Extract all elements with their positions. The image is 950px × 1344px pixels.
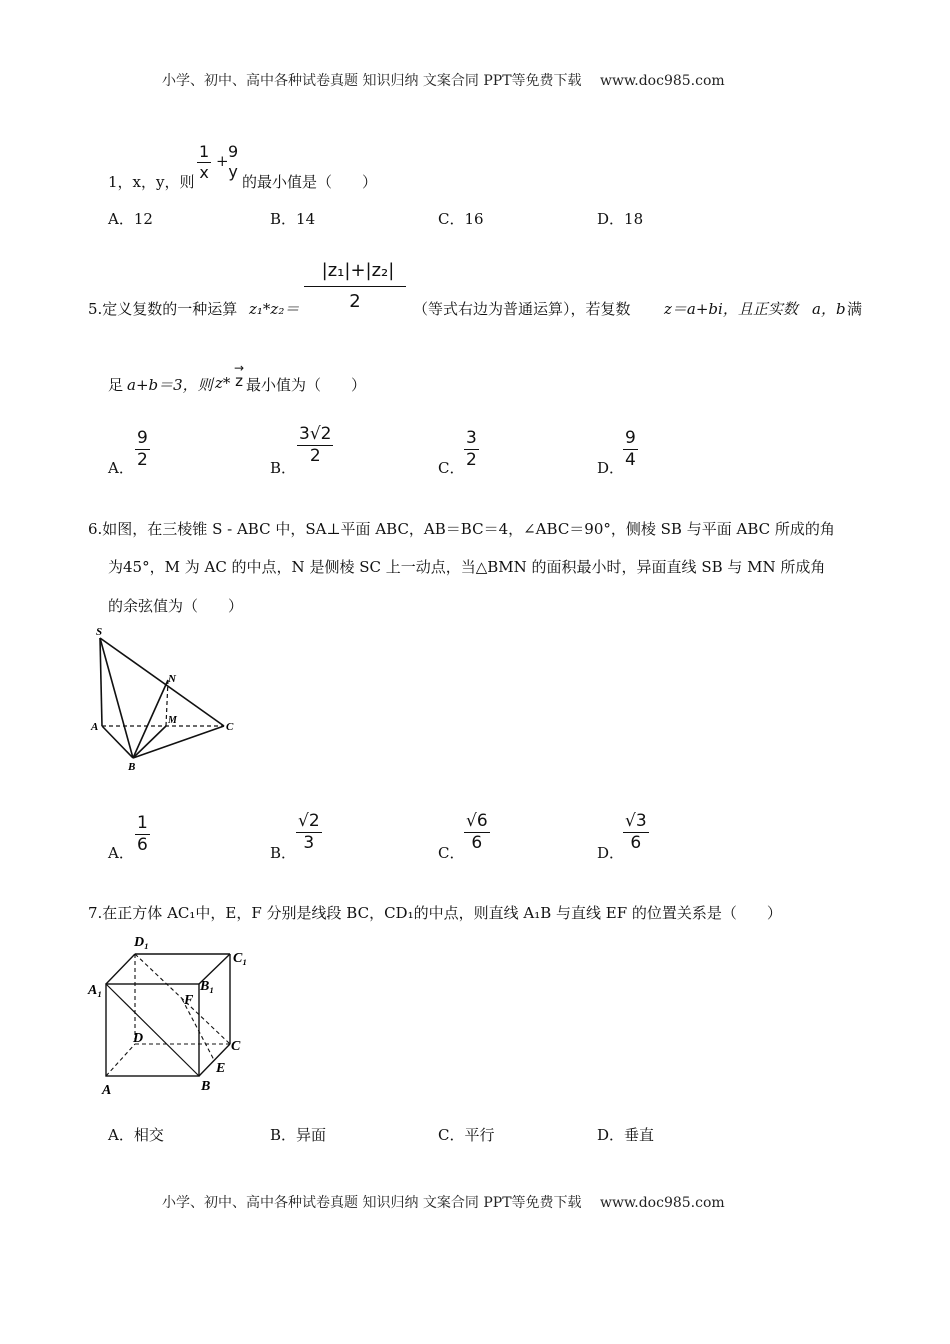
page-header: 小学、初中、高中各种试卷真题 知识归纳 文案合同 PPT等免费下载 www.doc985.com <box>162 73 725 89</box>
q5-option-b-den: 2 <box>309 446 321 466</box>
q7-option-c: C．平行 <box>438 1126 495 1144</box>
q5-frac-num: |z₁|+|z₂| <box>304 262 406 287</box>
q5-option-a-label: A． <box>108 459 134 477</box>
q7-cube-figure <box>86 930 256 1100</box>
q5-line2-e: 最小值为（ ） <box>246 376 367 394</box>
q6-option-c-label: C． <box>438 844 465 862</box>
q6-line1: 6.如图，在三棱锥 S - ABC 中，SA⊥平面 ABC，AB＝BC＝4，∠ABC＝90°，侧棱 SB 与平面 ABC 所成的角 <box>88 520 835 538</box>
q4-fraction-1 <box>197 144 211 181</box>
q4-suffix: 的最小值是（ ） <box>242 173 378 191</box>
q6-option-b-frac <box>296 813 322 852</box>
q4-option-d: D．18 <box>597 210 644 228</box>
q7-label-f: F <box>184 993 194 1008</box>
q6-pyramid-figure <box>88 622 248 772</box>
q5-line1-c: （等式右边为普通运算），若复数 <box>413 300 631 318</box>
q5-option-b-frac <box>297 426 333 465</box>
q5-conj-z <box>234 362 244 389</box>
q6-option-c-frac <box>464 813 490 852</box>
q7-label-b: B <box>201 1079 211 1094</box>
q6-option-b-label: B． <box>270 844 297 862</box>
q4-option-a: A．12 <box>108 210 153 228</box>
q4-fraction-2 <box>226 144 240 180</box>
q5-option-d-frac <box>623 430 638 469</box>
q5-line1-e: a，b <box>812 300 846 318</box>
q4-frac1-den: x <box>199 163 209 182</box>
q5-option-c-frac <box>464 430 479 469</box>
q7-line1: 7.在正方体 AC₁中，E，F 分别是线段 BC，CD₁的中点，则直线 A₁B 与直线 EF 的位置关系是（ ） <box>88 904 782 922</box>
q5-option-a-den: 2 <box>137 450 148 470</box>
q6-option-b-den: 3 <box>303 833 315 853</box>
conjugate-arrow-icon: → <box>234 361 245 375</box>
q4-frac2-den: y <box>228 162 238 181</box>
q4-frac2-num: 9 <box>228 142 239 161</box>
q6-label-a: A <box>91 721 99 733</box>
q6-option-a-den: 6 <box>137 835 148 855</box>
q6-option-c-den: 6 <box>471 833 483 853</box>
q6-option-d-label: D． <box>597 844 625 862</box>
q7-option-a: A．相交 <box>108 1126 164 1144</box>
q7-label-a: A <box>102 1083 112 1098</box>
q5-fraction <box>304 262 406 311</box>
q6-option-a-num: 1 <box>137 813 148 833</box>
q4-plus: + <box>216 152 229 170</box>
q5-option-c-den: 2 <box>466 450 477 470</box>
q5-option-c-label: C． <box>438 459 465 477</box>
q5-option-c-num: 3 <box>466 428 477 448</box>
q5-option-a-frac <box>135 430 150 469</box>
q5-option-a-num: 9 <box>137 428 148 448</box>
q6-label-m: M <box>168 715 177 726</box>
q6-option-c-num: √6 <box>466 811 488 831</box>
q5-line2-c: z* <box>215 374 231 392</box>
q5-option-b-num: 3√2 <box>299 424 332 444</box>
q4-option-b: B．14 <box>270 210 316 228</box>
q7-label-d1: D₁ <box>134 935 149 950</box>
q5-option-d-label: D． <box>597 459 625 477</box>
q6-option-a-frac <box>135 815 150 854</box>
q4-option-c: C．16 <box>438 210 484 228</box>
q6-label-n: N <box>168 673 176 685</box>
q6-option-a-label: A． <box>108 844 134 862</box>
q7-label-a1: A₁ <box>88 983 103 998</box>
q5-line1-d: z＝a+bi，且正实数 <box>664 300 798 318</box>
q7-label-e: E <box>216 1061 226 1076</box>
q5-option-d-den: 4 <box>625 450 636 470</box>
q7-option-b: B．异面 <box>270 1126 327 1144</box>
q6-option-b-num: √2 <box>298 811 320 831</box>
q6-option-d-den: 6 <box>630 833 642 853</box>
q6-label-b: B <box>128 761 136 772</box>
q6-option-d-num: √3 <box>625 811 647 831</box>
q6-line2: 为45°，M 为 AC 的中点，N 是侧棱 SC 上一动点，当△BMN 的面积最小时，异面直线 SB 与 MN 所成角 <box>108 558 826 576</box>
q5-line2-b: a+b＝3，则 <box>127 376 213 394</box>
q4-frac1-num: 1 <box>199 142 210 161</box>
q7-label-b1: B₁ <box>200 979 215 994</box>
q5-line2-a: 足 <box>108 376 124 394</box>
q5-option-d-num: 9 <box>625 428 636 448</box>
q5-conj-z-letter: z <box>235 372 243 390</box>
q5-option-b-label: B． <box>270 459 297 477</box>
q7-option-d: D．垂直 <box>597 1126 655 1144</box>
q7-label-c1: C₁ <box>233 951 248 966</box>
q6-line3: 的余弦值为（ ） <box>108 597 244 615</box>
q5-line1-a: 5.定义复数的一种运算 <box>88 300 238 318</box>
q4-prefix: 1，x，y，则 <box>108 173 195 191</box>
q6-option-d-frac <box>623 813 649 852</box>
q5-frac-den: 2 <box>349 291 361 312</box>
q5-line1-f: 满 <box>847 300 863 318</box>
page-footer: 小学、初中、高中各种试卷真题 知识归纳 文案合同 PPT等免费下载 www.doc985.com <box>162 1195 725 1211</box>
q6-label-c: C <box>226 721 234 733</box>
q6-label-s: S <box>96 626 103 638</box>
q7-label-d: D <box>133 1031 144 1046</box>
q5-line1-b: z₁*z₂＝ <box>249 300 300 318</box>
q7-label-c: C <box>231 1039 241 1054</box>
